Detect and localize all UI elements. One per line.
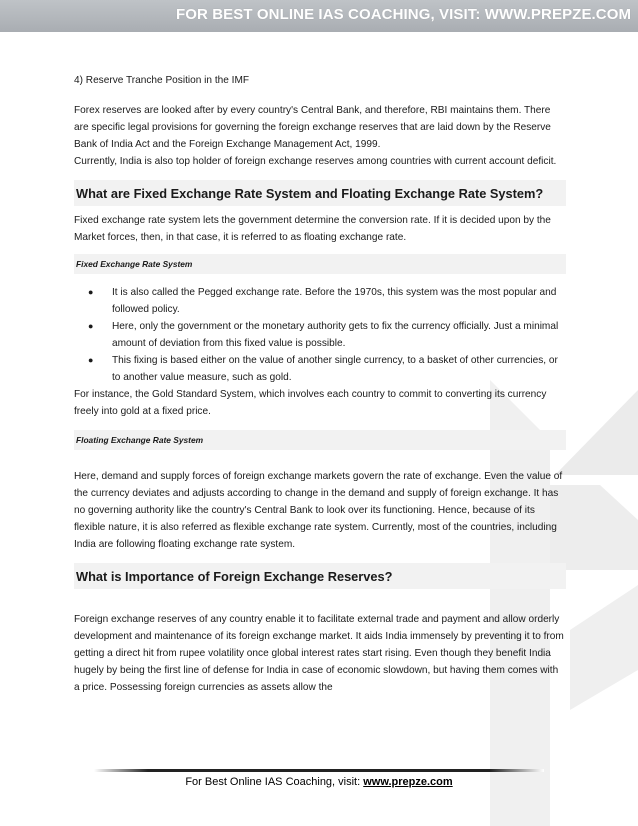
bullet-icon: ● [88, 287, 94, 297]
footer [0, 776, 638, 788]
section-heading-importance: What is Importance of Foreign Exchange Reserves? [74, 563, 566, 589]
header-banner [0, 0, 638, 32]
bullet-icon: ● [88, 355, 94, 365]
footer-link[interactable]: www.prepze.com [363, 776, 453, 788]
exchange-systems-paragraph: Fixed exchange rate system lets the government determine the conversion rate. If it is decided upon by the Market forces, then, in that case, it is referred to as floating exchange rate. [74, 215, 551, 243]
banner-text: FOR BEST ONLINE IAS COACHING, VISIT: WWW.PREPZE.COM [176, 6, 632, 23]
section-heading-exchange-systems: What are Fixed Exchange Rate System and Floating Exchange Rate System? [74, 180, 566, 206]
bullet-icon: ● [88, 321, 94, 331]
reserve-tranche-item: 4) Reserve Tranche Position in the IMF [74, 75, 250, 86]
subheading-floating: Floating Exchange Rate System [74, 430, 566, 450]
floating-paragraph: Here, demand and supply forces of foreign exchange markets govern the rate of exchange. Even the value of the currency deviates and adjusts according to change in the demand and supply of foreign exchange. It has no governing authority like the country's Central Bank to look over its functioning. Hence, because of its flexible nature, it is also referred as flexible exchange rate system. Currently, most of the countries, including India are following floating exchange rate system. [74, 471, 563, 550]
importance-paragraph: Foreign exchange reserves of any country enable it to facilitate external trade and payment and allow orderly development and maintenance of its foreign exchange market. It aids India immensely by preventing it to from getting a direct hit from rupee volatility once global interest rates start rising. Even though they benefit India hugely by being the first line of defense for India in case of economic slowdown, but having them comes with a price. Possessing foreign currencies as assets allow the [74, 614, 564, 693]
footer-text: For Best Online IAS Coaching, visit: [185, 776, 364, 788]
india-holder-paragraph: Currently, India is also top holder of foreign exchange reserves among countries with current account deficit. [74, 156, 557, 167]
subheading-fixed: Fixed Exchange Rate System [74, 254, 566, 274]
gold-standard-paragraph: For instance, the Gold Standard System, which involves each country to commit to converting its currency freely into gold at a fixed price. [74, 389, 547, 417]
page-content [74, 72, 566, 696]
fixed-bullet-list [74, 284, 566, 386]
list-item: ● Here, only the government or the monetary authority gets to fix the currency officially. Just a minimal amount of deviation from this fixed value is possible. [74, 318, 566, 352]
footer-divider [94, 769, 544, 772]
list-item: ● It is also called the Pegged exchange rate. Before the 1970s, this system was the most popular and followed policy. [74, 284, 566, 318]
list-item: ● This fixing is based either on the value of another single currency, to a basket of other currencies, or to another value measure, such as gold. [74, 352, 566, 386]
forex-paragraph: Forex reserves are looked after by every country's Central Bank, and therefore, RBI maintains them. There are specific legal provisions for governing the foreign exchange reserves that are laid down by the Reserve Bank of India Act and the Foreign Exchange Management Act, 1999. [74, 105, 551, 150]
